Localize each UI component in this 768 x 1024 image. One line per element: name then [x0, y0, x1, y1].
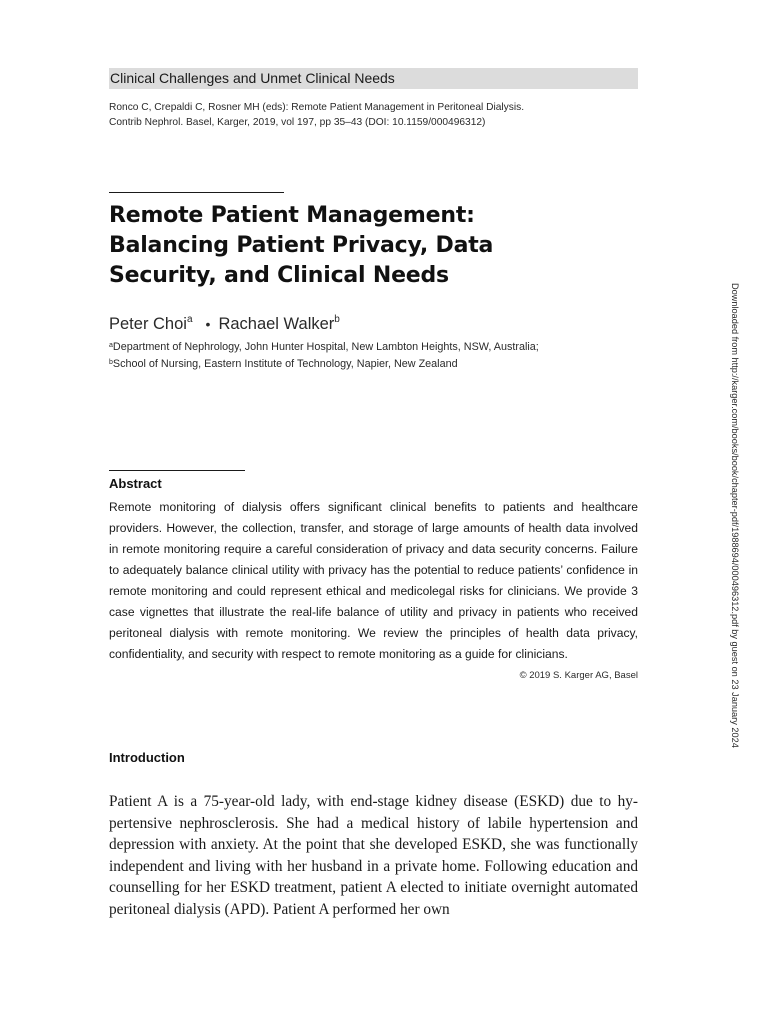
author-affiliation-mark-1: a: [186, 314, 193, 325]
citation-line-1: Ronco C, Crepaldi C, Rosner MH (eds): Remote Patient Management in Peritoneal Dialysis.: [109, 102, 525, 113]
section-banner: [109, 68, 638, 89]
paper-title: [109, 201, 638, 291]
affiliation-b: [109, 355, 638, 372]
author-name-1: Peter Choi: [109, 315, 187, 333]
affiliation-b-text: School of Nursing, Eastern Institute of Technology, Napier, New Zealand: [112, 358, 458, 370]
abstract-text: [109, 497, 638, 686]
introduction-text: Patient A is a 75-year-old lady, with end-stage kidney disease (ESKD) due to hypertensive nephrosclerosis. She had a medical history of labile hypertension and depression with anxiety. At the point that she developed ESKD, she was functionally independent and living with her husband in a private home. Following education and counselling for her ESKD treatment, patient A elected to initiate overnight automated peritoneal dialysis (APD). Patient A performed her own: [109, 793, 638, 918]
citation-line-2: Contrib Nephrol. Basel, Karger, 2019, vol 197, pp 35–43 (DOI: 10.1159/000496312): [109, 117, 486, 128]
abstract-rule: [109, 470, 245, 471]
affiliation-a: [109, 338, 638, 355]
section-banner-label: Clinical Challenges and Unmet Clinical Needs: [110, 70, 395, 86]
title-line-3: Security, and Clinical Needs: [109, 263, 449, 288]
title-line-2: Balancing Patient Privacy, Data: [109, 233, 494, 258]
title-line-1: Remote Patient Management:: [109, 203, 475, 228]
author-name-2: Rachael Walker: [218, 315, 335, 333]
author-separator: •: [205, 316, 211, 332]
abstract-heading: Abstract: [109, 476, 162, 491]
introduction-heading: Introduction: [109, 750, 185, 765]
abstract-body-text: Remote monitoring of dialysis offers significant clinical benefits to patients and healthcare providers. However, the collection, transfer, and storage of large amounts of health data involved in remote monitoring require a careful consideration of privacy and data security concerns. Failure to adequately balance clinical utility with privacy has the potential to reduce patients’ confidence in remote monitoring and could represent ethical and medicolegal risks for clinicians. We provide 3 case vignettes that illustrate the real-life balance of utility and privacy in patients who received peritoneal dialysis with remote monitoring. We review the principles of health data privacy, confidentiality, and security with respect to remote monitoring as a guide for clinicians.: [109, 500, 638, 661]
affiliation-b-mark: b: [109, 359, 113, 366]
download-note-text: Downloaded from http://karger.com/books/book/chapter-pdf/1988694/000496312.pdf by guest on 23 January 2024: [730, 283, 740, 748]
book-citation: [109, 100, 638, 130]
author-affiliation-mark-2: b: [334, 314, 340, 325]
title-rule: [109, 192, 284, 193]
affiliation-a-mark: a: [109, 342, 113, 349]
affiliations: [109, 338, 638, 372]
copyright-notice: © 2019 S. Karger AG, Basel: [519, 670, 638, 681]
affiliation-a-text: Department of Nephrology, John Hunter Hospital, New Lambton Heights, NSW, Australia;: [112, 341, 539, 353]
author-list: [109, 309, 638, 335]
